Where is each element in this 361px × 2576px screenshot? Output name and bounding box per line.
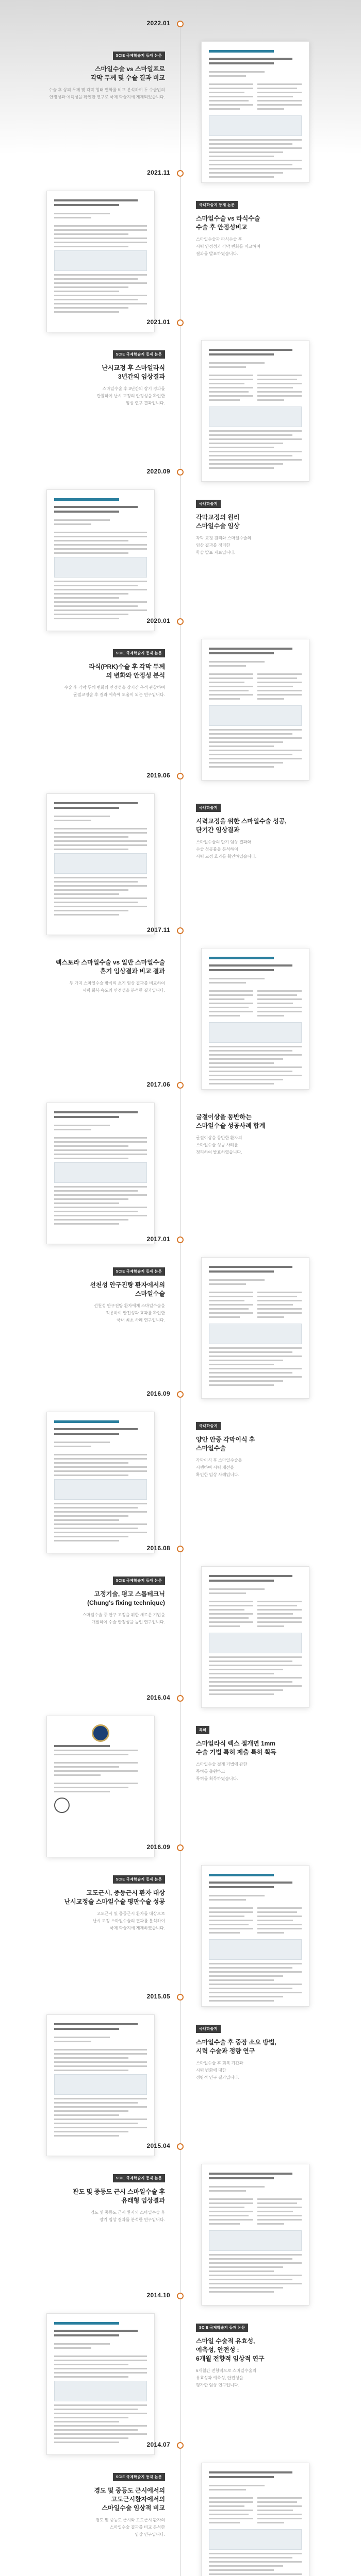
entry-description-line: 6개월간 전향적으로 스마일수술의 <box>196 2368 257 2373</box>
entry-title-line: 관도 및 중등도 근시 스마일수술 후 <box>73 2188 165 2195</box>
publication-badge: SCIE 국제학술지 등재 논문 <box>113 1577 165 1585</box>
entry-description-line: 두 가지 스마일수술 방식의 초기 임상 결과를 비교하여 <box>69 981 165 986</box>
entry-description-line: 안정성과 예측성을 확인한 연구로 국제 학술지에 게재되었습니다. <box>49 95 165 99</box>
entry-date: 2021.11 <box>147 169 170 176</box>
entry-description <box>41 87 165 101</box>
paper-thumbnail[interactable] <box>46 489 155 631</box>
entry-title-line: 스마일수술 <box>196 1445 226 1452</box>
entry-title <box>41 1889 165 1906</box>
entry-title <box>41 2486 165 2513</box>
entry-text <box>196 2025 320 2081</box>
timeline-dot <box>177 319 184 326</box>
publication-badge: SCIE 국제학술지 등재 논문 <box>196 2324 248 2332</box>
entry-description-line: 확인한 임상 사례입니다. <box>196 1472 239 1477</box>
publication-badge: 특허 <box>196 1726 209 1734</box>
entry-title <box>41 364 165 381</box>
entry-title-line: 고도근시, 중등근시 환자 대상 <box>86 1889 165 1896</box>
entry-text <box>196 2324 320 2389</box>
paper-thumbnail[interactable] <box>46 1716 155 1857</box>
entry-title-line: 선천성 안구진탕 환자에서의 <box>90 1281 165 1289</box>
entry-description-line: 스마일수술의 단기 임상 결과와 <box>196 840 252 844</box>
entry-date: 2016.08 <box>146 1545 170 1552</box>
paper-thumbnail[interactable] <box>201 2164 309 2306</box>
entry-description-line: 스마일수술 후 3년간의 장기 경과를 <box>102 386 165 391</box>
entry-description <box>41 2209 165 2224</box>
entry-description-line: 수술 성공률을 분석하여 <box>196 847 238 852</box>
entry-title-line: 스마일수술 <box>135 1290 165 1297</box>
entry-date: 2020.01 <box>146 617 170 624</box>
timeline-dot <box>177 1082 184 1089</box>
entry-title-line: 혼기 임상결과 비교 결과 <box>100 968 165 975</box>
entry-date: 2014.07 <box>146 2441 170 2448</box>
timeline-dot <box>177 1391 184 1398</box>
paper-thumbnail[interactable] <box>46 191 155 332</box>
publication-badge: SCIE 국제학술지 등재 논문 <box>113 2174 165 2182</box>
entry-title-line: 고정기술, 평고 스톱테크닉 <box>94 1590 165 1598</box>
timeline-dot <box>177 1236 184 1243</box>
entry-description-line: 시력 안정성과 각막 변화를 비교하여 <box>196 244 260 249</box>
entry-description-line: 스마일수술 결과를 비교 분석한 <box>109 2525 165 2530</box>
entry-description-line: 정량적 연구 결과입니다. <box>196 2075 239 2080</box>
entry-title-line: 난시교정술 스마일수술 평판수술 성공 <box>64 1898 165 1905</box>
publication-badge: 국내학술지 <box>196 500 221 508</box>
entry-description <box>196 1457 320 1479</box>
entry-date: 2017.11 <box>147 926 170 934</box>
entry-text <box>196 1726 320 1783</box>
entry-title <box>41 1281 165 1298</box>
entry-description-line: 경도 및 중등도 근시 환자의 스마일수술 후 <box>90 2210 165 2215</box>
entry-description-line: 정리하여 발표하였습니다. <box>196 1150 242 1155</box>
entry-description-line: 임상 결과를 정리한 <box>196 543 231 548</box>
paper-thumbnail[interactable] <box>46 2014 155 2156</box>
entry-title <box>196 1113 320 1130</box>
entry-description-line: 시행하여 시력 개선을 <box>196 1465 234 1470</box>
entry-description-line: 각막 교정 원리와 스마일수술의 <box>196 536 252 540</box>
entry-description-line: 굴절교정술 후 결과 예측에 도움이 되는 연구입니다. <box>73 692 165 697</box>
entry-date: 2015.05 <box>146 1993 170 2000</box>
paper-thumbnail[interactable] <box>46 2313 155 2455</box>
entry-title-line: 단기간 임상결과 <box>196 826 240 834</box>
paper-thumbnail[interactable] <box>201 41 309 183</box>
entry-title <box>41 2188 165 2205</box>
entry-text <box>41 52 165 101</box>
entry-description-line: 특허를 출원하고 <box>196 1769 225 1774</box>
entry-description <box>196 1134 320 1156</box>
entry-title-line: 스마일수술 vs 라식수술 <box>196 215 260 222</box>
timeline-dot <box>177 21 184 27</box>
entry-description-line: 평가한 임상 연구입니다. <box>196 2383 239 2387</box>
entry-description <box>41 1612 165 1626</box>
entry-title <box>41 65 165 82</box>
entry-description-line: 각막이식 후 스마일수술을 <box>196 1458 242 1463</box>
publication-badge: 국내학술지 등재 논문 <box>196 201 238 209</box>
entry-date: 2021.01 <box>146 318 170 326</box>
entry-title-line: 경도 및 중등도 근시에서의 <box>94 2487 165 2494</box>
entry-date: 2016.09 <box>146 1843 170 1851</box>
timeline-dot <box>177 2442 184 2449</box>
entry-date: 2016.09 <box>146 1390 170 1397</box>
entry-description-line: 관찰하여 난시 교정의 안정성을 확인한 <box>96 394 165 398</box>
entry-description-line: 고도근시 및 중등근시 환자를 대상으로 <box>96 1911 165 1916</box>
entry-description-line: 임상 연구입니다. <box>135 2532 165 2537</box>
entry-date: 2020.09 <box>146 468 170 475</box>
entry-title <box>196 2038 320 2056</box>
paper-thumbnail[interactable] <box>201 2463 309 2576</box>
entry-text <box>196 804 320 860</box>
entry-date: 2022.01 <box>146 20 170 27</box>
entry-text <box>41 1577 165 1626</box>
entry-title-line: 스마일 수술적 유효성, <box>196 2337 255 2345</box>
timeline-dot <box>177 1695 184 1702</box>
entry-description <box>196 2367 320 2389</box>
timeline-dot <box>177 1994 184 2001</box>
entry-title-line: 라식(PRK)수술 후 각막 두께 <box>89 663 165 670</box>
paper-thumbnail[interactable] <box>201 1865 309 2007</box>
entry-title-line: 난시교정 후 스마일라식 <box>102 364 165 371</box>
entry-description-line: 경도 및 중등도 근시와 고도근시 환자의 <box>95 2518 165 2522</box>
entry-description-line: 난시 교정 스마일수술의 결과를 분석하여 <box>92 1919 165 1923</box>
entry-description <box>41 684 165 699</box>
entry-description-line: 수술 후 각막 두께 변화와 안정성을 장기간 추적 관찰하여 <box>64 685 165 690</box>
paper-thumbnail[interactable] <box>201 948 309 1090</box>
entry-description <box>196 2060 320 2081</box>
entry-text <box>41 1875 165 1932</box>
certificate-emblem <box>92 1724 109 1742</box>
entry-date: 2014.10 <box>146 2292 170 2299</box>
entry-description-line: 시력 교정 효과를 확인하였습니다. <box>196 854 257 859</box>
entry-title-line: 스마일라식 렉스 절개면 1mm <box>196 1740 275 1747</box>
entry-title-line: 스마일수술 임상 <box>196 522 240 530</box>
publication-badge: SCIE 국제학술지 등재 논문 <box>113 649 165 657</box>
timeline-dot <box>177 1844 184 1851</box>
entry-description-line: 개발하여 수술 안정성을 높인 연구입니다. <box>91 1620 165 1624</box>
publication-badge: SCIE 국제학술지 등재 논문 <box>113 1267 165 1276</box>
timeline-dot <box>177 2293 184 2299</box>
entry-description-line: 굴절이상을 동반한 환자의 <box>196 1136 242 1140</box>
entry-description-line: 임상 연구 결과입니다. <box>125 401 165 405</box>
entry-text <box>41 649 165 699</box>
entry-title-line: 고도근시환자에서의 <box>111 2496 165 2503</box>
timeline-dot <box>177 469 184 476</box>
entry-title-line: 스마일수술 임상적 비교 <box>102 2504 165 2512</box>
entry-date: 2016.04 <box>146 1694 170 1701</box>
publication-badge: 국내학술지 <box>196 804 221 812</box>
entry-title <box>196 1739 320 1757</box>
entry-title <box>196 214 320 232</box>
entry-title <box>196 2337 320 2363</box>
paper-thumbnail[interactable] <box>46 793 155 935</box>
entry-description-line: 유효성과 예측성, 안전성을 <box>196 2376 243 2380</box>
entry-description <box>41 385 165 407</box>
entry-date: 2017.06 <box>146 1081 170 1088</box>
entry-description-line: 스마일수술과 라식수술 후 <box>196 237 242 242</box>
entry-title-line: 스마일수술 성공사례 합계 <box>196 1122 266 1129</box>
entry-description-line: 학술 발표 자료입니다. <box>196 550 236 555</box>
entry-text <box>41 2473 165 2538</box>
entry-title <box>41 1590 165 1607</box>
entry-text <box>196 201 320 258</box>
paper-thumbnail[interactable] <box>46 1103 155 1244</box>
entry-title-line: 시력 수술과 정량 연구 <box>196 2047 255 2055</box>
publication-badge: 국내학술지 <box>196 2025 221 2033</box>
entry-description <box>41 980 165 994</box>
entry-description-line: 선천성 안구진탕 환자에게 스마일수술을 <box>93 1303 165 1308</box>
entry-description <box>196 535 320 556</box>
entry-description-line: 수술 후 상피 두께 및 각막 형태 변화를 비교 분석하여 두 수술법의 <box>48 88 165 92</box>
entry-date: 2017.01 <box>146 1235 170 1243</box>
entry-title-line: 수술 후 안정성비교 <box>196 224 248 231</box>
entry-description-line: 스마일수술 후 회복 기간과 <box>196 2061 243 2065</box>
entry-title-line: 유래형 임상결과 <box>121 2197 165 2204</box>
publication-badge: 국내학술지 <box>196 1422 221 1430</box>
paper-thumbnail[interactable] <box>201 1566 309 1708</box>
entry-description <box>41 2517 165 2538</box>
publication-badge: SCIE 국제학술지 등재 논문 <box>113 2473 165 2481</box>
entry-title <box>196 1435 320 1453</box>
entry-text <box>196 500 320 556</box>
entry-description-line: 국내 최초 사례 연구입니다. <box>117 1318 165 1323</box>
entry-description <box>196 236 320 258</box>
entry-title-line: 각막 두께 및 수술 결과 비교 <box>90 74 165 81</box>
timeline-dot <box>177 773 184 779</box>
entry-description <box>196 839 320 860</box>
entry-title-line: 스마일수술 vs 스마일프로 <box>95 65 165 73</box>
entry-title-line: 렉스토라 스마일수술 vs 일반 스마일수술 <box>55 959 165 966</box>
entry-text <box>41 958 165 994</box>
entry-text <box>41 2174 165 2224</box>
entry-description-line: 스마일수술 성공 사례를 <box>196 1143 238 1147</box>
timeline-dot <box>177 1546 184 1552</box>
entry-description-line: 결과를 발표하였습니다. <box>196 251 238 256</box>
entry-text <box>196 1422 320 1479</box>
entry-title <box>196 513 320 531</box>
paper-thumbnail[interactable] <box>201 340 309 482</box>
entry-description <box>41 1302 165 1324</box>
entry-title-line: 예측성, 안전성 : <box>196 2346 239 2353</box>
entry-title <box>41 663 165 680</box>
publication-badge: SCIE 국제학술지 등재 논문 <box>113 350 165 359</box>
certificate-seal <box>54 1798 70 1813</box>
entry-description-line: 스마일수술 중 안구 고정을 위한 새로운 기법을 <box>82 1613 165 1617</box>
entry-description-line: 스마일수술 절개 기법에 관한 <box>196 1762 248 1767</box>
entry-description-line: 국제 학술지에 게재하였습니다. <box>109 1926 165 1930</box>
timeline-dot <box>177 927 184 934</box>
entry-description <box>196 1761 320 1783</box>
entry-title-line: (Chung's fixing technique) <box>87 1599 165 1606</box>
entry-description-line: 적용하여 안전성과 효과를 확인한 <box>106 1311 165 1315</box>
entry-title-line: 스마일수술 후 중장 소요 방법, <box>196 2039 276 2046</box>
entry-title-line: 3년간의 임상결과 <box>118 373 165 380</box>
paper-thumbnail[interactable] <box>201 1257 309 1399</box>
entry-title-line: 굴절이상을 동반하는 <box>196 1113 252 1121</box>
entry-title <box>41 958 165 976</box>
entry-date: 2019.06 <box>146 772 170 779</box>
paper-thumbnail[interactable] <box>201 639 309 781</box>
entry-description-line: 시력 회복 속도와 안정성을 분석한 결과입니다. <box>82 988 165 993</box>
entry-description-line: 특허를 획득하였습니다. <box>196 1776 238 1781</box>
entry-title-line: 의 변화와 안정성 분석 <box>106 672 165 679</box>
entry-text <box>41 350 165 407</box>
publication-badge: SCIE 국제학술지 등재 논문 <box>113 1875 165 1884</box>
publication-badge: SCIE 국제학술지 등재 논문 <box>113 52 165 60</box>
entry-title-line: 수술 기법 특허 제출 특허 획득 <box>196 1749 276 1756</box>
entry-description-line: 시력 변화에 대한 <box>196 2068 226 2073</box>
entry-title <box>196 817 320 835</box>
entry-text <box>196 1113 320 1156</box>
entry-description-line: 장기 임상 결과를 분석한 연구입니다. <box>99 2217 165 2222</box>
entry-title-line: 각막교정의 원리 <box>196 514 240 521</box>
entry-title-line: 시력교정을 위한 스마일수술 성공, <box>196 818 287 825</box>
entry-date: 2015.04 <box>146 2142 170 2149</box>
timeline-dot <box>177 618 184 625</box>
timeline-dot <box>177 2143 184 2150</box>
timeline-dot <box>177 170 184 177</box>
entry-title-line: 양안 안중 각막이식 후 <box>196 1436 255 1443</box>
paper-thumbnail[interactable] <box>46 1412 155 1553</box>
entry-text <box>41 1267 165 1324</box>
entry-description <box>41 1910 165 1932</box>
entry-title-line: 6개월 전향적 임상적 연구 <box>196 2355 265 2362</box>
